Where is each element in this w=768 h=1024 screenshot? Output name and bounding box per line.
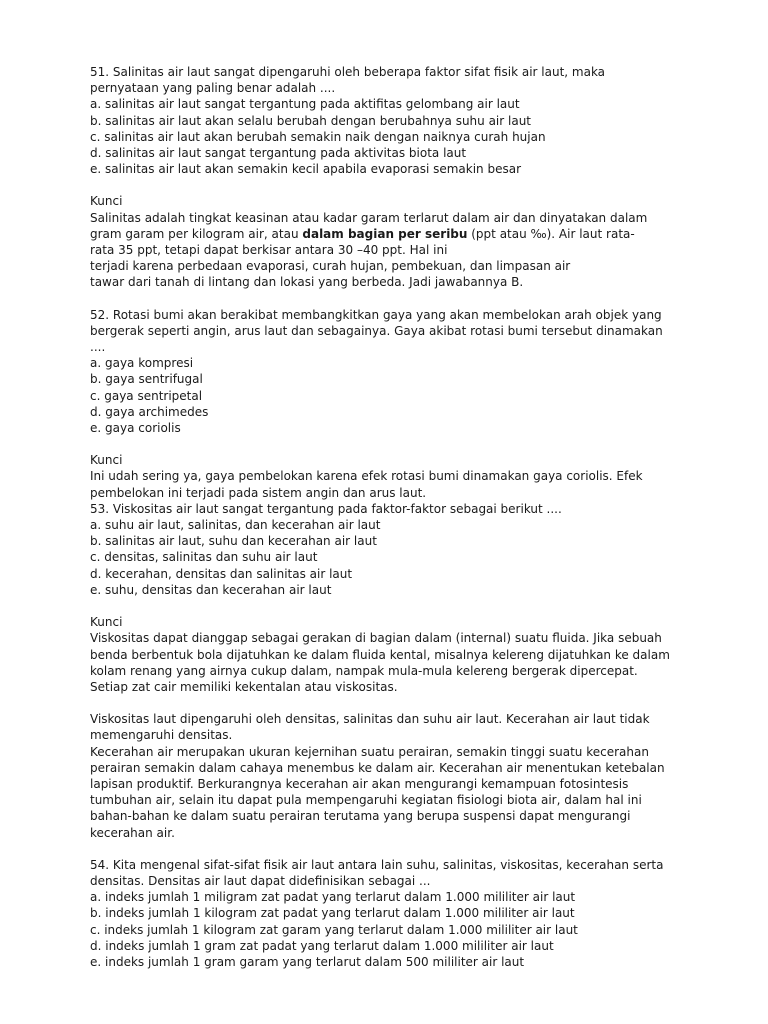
option-e: e. gaya coriolis xyxy=(90,421,181,436)
option-a: a. gaya kompresi xyxy=(90,356,194,371)
spacer xyxy=(90,598,698,614)
key-text-line: Ini udah sering ya, gaya pembelokan karena efek rotasi bumi dinamakan gaya coriolis. Efek xyxy=(90,469,643,484)
key-bold-text: dalam bagian per seribu xyxy=(302,226,468,241)
answer-key-51 xyxy=(90,193,698,290)
answer-key-52 xyxy=(90,452,698,501)
key-text-line: Viskositas dapat dianggap sebagai gerakan di bagian dalam (internal) suatu fluida. Jika sebuah xyxy=(90,631,662,646)
question-text-line: densitas. Densitas air laut dapat didefinisikan sebagai ... xyxy=(90,873,431,888)
option-d: d. kecerahan, densitas dan salinitas air laut xyxy=(90,566,353,581)
option-b: b. salinitas air laut akan selalu berubah dengan berubahnya suhu air laut xyxy=(90,113,532,128)
spacer xyxy=(90,695,698,711)
question-51 xyxy=(90,64,698,177)
option-c: c. indeks jumlah 1 kilogram zat garam yang terlarut dalam 1.000 mililiter air laut xyxy=(90,922,578,937)
spacer xyxy=(90,177,698,193)
question-52 xyxy=(90,307,698,437)
key-text-line: tumbuhan air, selain itu dapat pula mempengaruhi kegiatan fisiologi biota air, dalam hal ini xyxy=(90,793,642,808)
key-text-line: perairan semakin dalam cahaya menembus ke dalam air. Kecerahan air menentukan ketebalan xyxy=(90,760,665,775)
option-b: b. indeks jumlah 1 kilogram zat padat yang terlarut dalam 1.000 mililiter air laut xyxy=(90,906,575,921)
key-heading: Kunci xyxy=(90,615,123,630)
spacer xyxy=(90,436,698,452)
question-text-line: 54. Kita mengenal sifat-sifat fisik air laut antara lain suhu, salinitas, viskositas, kecerahan serta xyxy=(90,857,664,872)
key-text-line: lapisan produktif. Berkurangnya kecerahan air akan mengurangi kemampuan fotosintesis xyxy=(90,776,629,791)
spacer xyxy=(90,841,698,857)
key-text-line: terjadi karena perbedaan evaporasi, curah hujan, pembekuan, dan limpasan air xyxy=(90,259,571,274)
option-e: e. suhu, densitas dan kecerahan air laut xyxy=(90,582,332,597)
key-text-line: Viskositas laut dipengaruhi oleh densitas, salinitas dan suhu air laut. Kecerahan air laut tidak xyxy=(90,712,650,727)
question-text-line: bergerak seperti angin, arus laut dan sebagainya. Gaya akibat rotasi bumi tersebut dinamakan xyxy=(90,323,663,338)
option-a: a. salinitas air laut sangat tergantung pada aktifitas gelombang air laut xyxy=(90,97,520,112)
option-c: c. salinitas air laut akan berubah semakin naik dengan naiknya curah hujan xyxy=(90,129,546,144)
option-b: b. salinitas air laut, suhu dan kecerahan air laut xyxy=(90,534,377,549)
key-text-line: bahan-bahan ke dalam suatu perairan terutama yang berupa suspensi dapat mengurangi xyxy=(90,809,631,824)
option-e: e. indeks jumlah 1 gram garam yang terlarut dalam 500 mililiter air laut xyxy=(90,954,525,969)
answer-key-53 xyxy=(90,614,698,841)
option-d: d. salinitas air laut sangat tergantung pada aktivitas biota laut xyxy=(90,146,467,161)
option-e: e. salinitas air laut akan semakin kecil apabila evaporasi semakin besar xyxy=(90,162,522,177)
question-text-line: pernyataan yang paling benar adalah .... xyxy=(90,81,336,96)
question-text-line: 51. Salinitas air laut sangat dipengaruhi oleh beberapa faktor sifat fisik air laut, maka xyxy=(90,65,606,79)
option-c: c. densitas, salinitas dan suhu air laut xyxy=(90,550,318,565)
key-text-line: tawar dari tanah di lintang dan lokasi yang berbeda. Jadi jawabannya B. xyxy=(90,275,524,290)
option-a: a. suhu air laut, salinitas, dan kecerahan air laut xyxy=(90,518,381,533)
key-text-line: kolam renang yang airnya cukup dalam, nampak mula-mula kelereng bergerak dipercepat. xyxy=(90,663,638,678)
key-text-line: benda berbentuk bola dijatuhkan ke dalam fluida kental, misalnya kelereng dijatuhkan ke dalam xyxy=(90,647,670,662)
question-53 xyxy=(90,501,698,598)
key-text-span: gram garam per kilogram air, atau xyxy=(90,226,303,241)
key-text-line: Setiap zat cair memiliki kekentalan atau viskositas. xyxy=(90,679,398,694)
key-text-line: memengaruhi densitas. xyxy=(90,728,233,743)
option-c: c. gaya sentripetal xyxy=(90,388,203,403)
key-text-span: (ppt atau ‰). Air laut rata- xyxy=(467,226,635,241)
spacer xyxy=(90,291,698,307)
option-b: b. gaya sentrifugal xyxy=(90,372,203,387)
key-text-line: pembelokan ini terjadi pada sistem angin dan arus laut. xyxy=(90,485,427,500)
question-54 xyxy=(90,857,698,970)
key-heading: Kunci xyxy=(90,453,123,468)
key-text-line: Kecerahan air merupakan ukuran kejernihan suatu perairan, semakin tinggi suatu kecerahan xyxy=(90,744,649,759)
question-text-line: 53. Viskositas air laut sangat tergantung pada faktor-faktor sebagai berikut .... xyxy=(90,501,562,516)
option-a: a. indeks jumlah 1 miligram zat padat yang terlarut dalam 1.000 mililiter air laut xyxy=(90,890,576,905)
question-text-line: 52. Rotasi bumi akan berakibat membangkitkan gaya yang akan membelokan arah objek yang xyxy=(90,307,662,322)
option-d: d. gaya archimedes xyxy=(90,404,209,419)
key-heading: Kunci xyxy=(90,194,123,209)
option-d: d. indeks jumlah 1 gram zat padat yang terlarut dalam 1.000 mililiter air laut xyxy=(90,938,554,953)
key-text-line: rata 35 ppt, tetapi dapat berkisar antara 30 –40 ppt. Hal ini xyxy=(90,243,448,258)
key-text-line: Salinitas adalah tingkat keasinan atau kadar garam terlarut dalam air dan dinyatakan dalam xyxy=(90,210,648,225)
key-text-line: kecerahan air. xyxy=(90,825,175,840)
question-text-line: .... xyxy=(90,340,106,355)
key-text-line xyxy=(90,226,698,242)
